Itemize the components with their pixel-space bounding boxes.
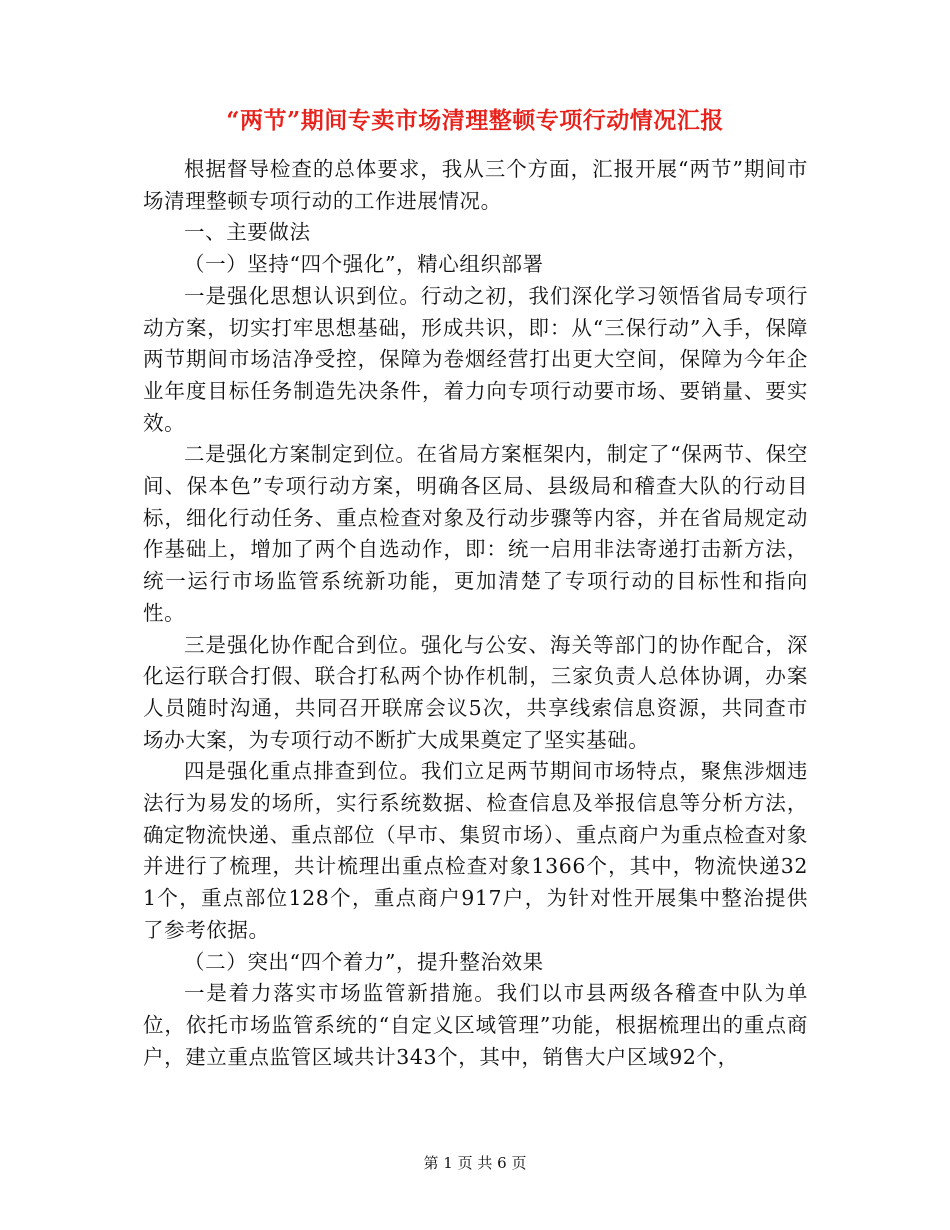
paragraph-point-three: 三是强化协作配合到位。强化与公安、海关等部门的协作配合，深化运行联合打假、联合打私两个协作机制，三家负责人总体协调，办案人员随时沟通，共同召开联席会议5次，共享线索信息资源，共同查市场办大案，为专项行动不断扩大成果奠定了坚实基础。 bbox=[143, 632, 808, 752]
paragraph-focus-one: 一是着力落实市场监管新措施。我们以市县两级各稽查中队为单位，依托市场监管系统的“自定义区域管理”功能，根据梳理出的重点商户，建立重点监管区域共计343个，其中，销售大户区域92个， bbox=[143, 981, 808, 1069]
document-body bbox=[143, 154, 808, 1073]
section-heading-main-practices: 一、主要做法 bbox=[184, 220, 311, 245]
subsection-heading-four-focuses: （二）突出“四个着力”，提升整治效果 bbox=[184, 949, 544, 974]
paragraph-point-four: 四是强化重点排查到位。我们立足两节期间市场特点，聚焦涉烟违法行为易发的场所，实行系统数据、检查信息及举报信息等分析方法，确定物流快递、重点部位（早市、集贸市场）、重点商户为重点检查对象并进行了梳理，共计梳理出重点检查对象1366个，其中，物流快递321个，重点部位128个，重点商户917户，为针对性开展集中整治提供了参考依据。 bbox=[143, 759, 808, 942]
document-title: “两节”期间专卖市场清理整顿专项行动情况汇报 bbox=[226, 107, 724, 134]
page-number-footer: 第 1 页 共 6 页 bbox=[423, 1154, 527, 1172]
paragraph-point-two: 二是强化方案制定到位。在省局方案框架内，制定了“保两节、保空间、保本色”专项行动方案，明确各区局、县级局和稽查大队的行动目标，细化行动任务、重点检查对象及行动步骤等内容，并在省局规定动作基础上，增加了两个自选动作，即：统一启用非法寄递打击新方法，统一运行市场监管系统新功能，更加清楚了专项行动的目标性和指向性。 bbox=[143, 442, 808, 625]
paragraph-point-one: 一是强化思想认识到位。行动之初，我们深化学习领悟省局专项行动方案，切实打牢思想基础，形成共识，即：从“三保行动”入手，保障两节期间市场洁净受控，保障为卷烟经营打出更大空间，保障为今年企业年度目标任务制造先决条件，着力向专项行动要市场、要销量、要实效。 bbox=[143, 283, 808, 435]
paragraph-intro: 根据督导检查的总体要求，我从三个方面，汇报开展“两节”期间市场清理整顿专项行动的工作进展情况。 bbox=[143, 157, 808, 213]
subsection-heading-four-strengthenings: （一）坚持“四个强化”，精心组织部署 bbox=[184, 252, 544, 277]
